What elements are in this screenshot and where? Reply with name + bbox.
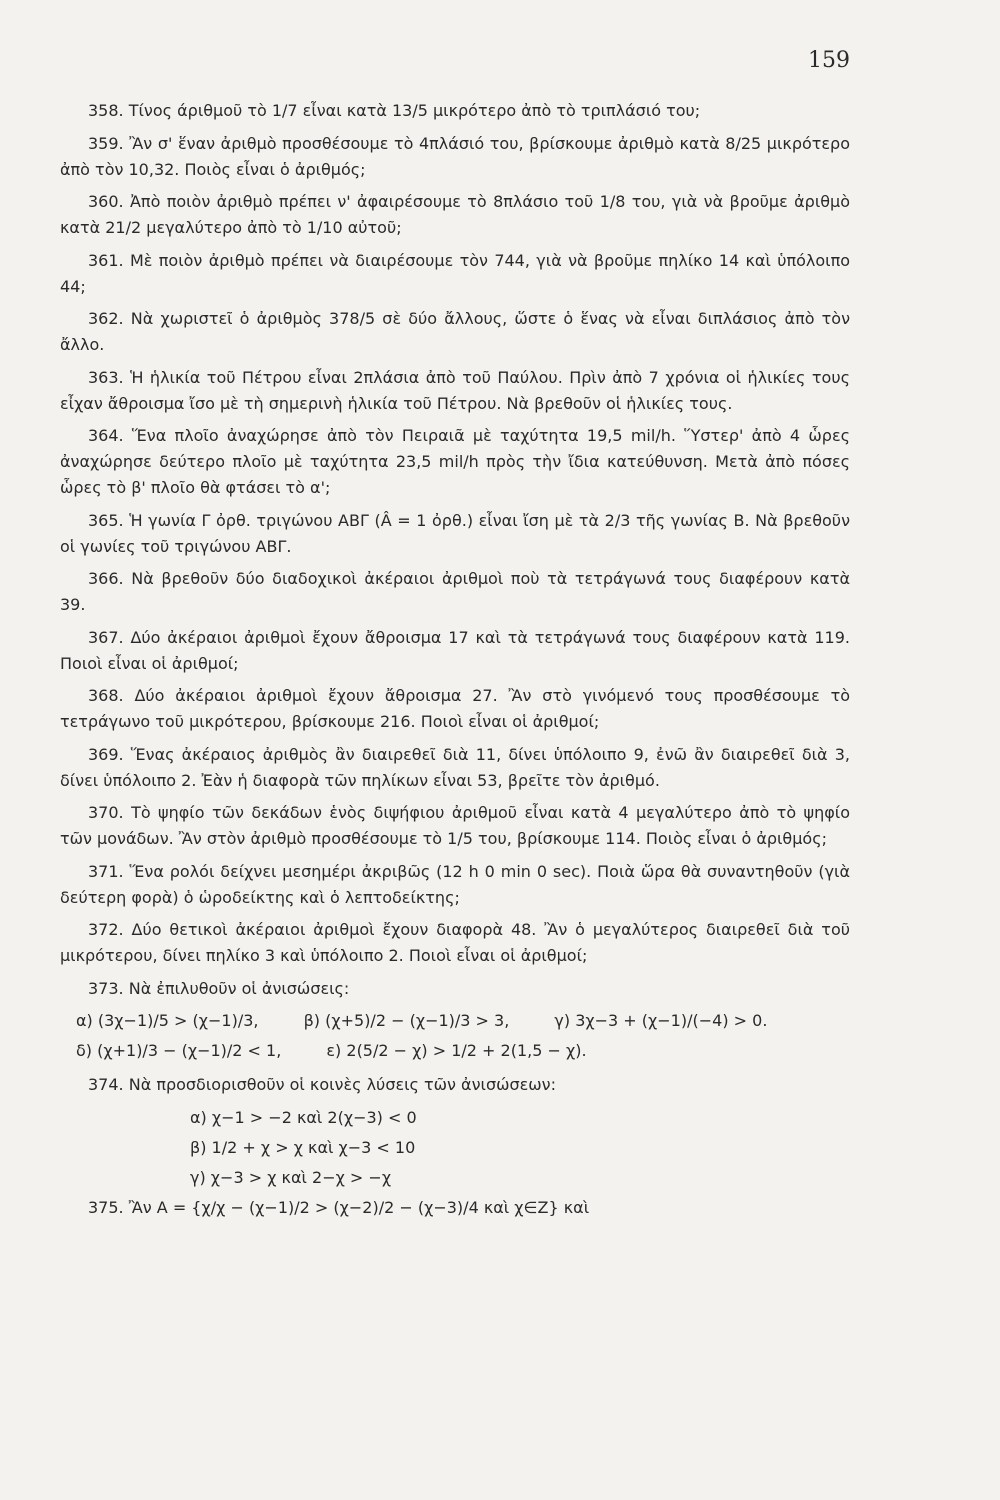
exercise-369: 369. Ἕνας ἀκέραιος ἀριθμὸς ἂν διαιρεθεῖ διὰ 11, δίνει ὑπόλοιπο 9, ἐνῶ ἂν διαιρεθεῖ διὰ 3, δίνει ὑπόλοιπο 2. Ἐὰν ἡ διαφορὰ τῶν πηλίκων εἶναι 53, βρεῖτε τὸν ἀριθμό. bbox=[60, 744, 851, 790]
inequality-g: γ) 3χ−3 + (χ−1)/(−4) > 0. bbox=[554, 1011, 768, 1030]
exercise-360: 360. Ἀπὸ ποιὸν ἀριθμὸ πρέπει ν' ἀφαιρέσουμε τὸ 8πλάσιο τοῦ 1/8 του, γιὰ νὰ βροῦμε ἀριθμὸ κατὰ 21/2 μεγαλύτερο ἀπὸ τὸ 1/10 αὐτοῦ; bbox=[60, 192, 850, 237]
exercise-366: 366. Νὰ βρεθοῦν δύο διαδοχικοὶ ἀκέραιοι ἀριθμοὶ ποὺ τὰ τετράγωνά τους διαφέρουν κατὰ 39. bbox=[60, 569, 850, 614]
exercise-363: 363. Ἡ ἡλικία τοῦ Πέτρου εἶναι 2πλάσια ἀπὸ τοῦ Παύλου. Πρὶν ἀπὸ 7 χρόνια οἱ ἡλικίες τους εἶχαν ἄθροισμα ἴσο μὲ τὴ σημερινὴ ἡλικία τοῦ Πέτρου. Νὰ βρεθοῦν οἱ ἡλικίες τους. bbox=[60, 367, 850, 413]
exercise-362: 362. Νὰ χωριστεῖ ὁ ἀριθμὸς 378/5 σὲ δύο ἄλλους, ὥστε ὁ ἕνας νὰ εἶναι διπλάσιος ἀπὸ τὸν ἄλλο. bbox=[60, 309, 851, 354]
inequality-b: β) (χ+5)/2 − (χ−1)/3 > 3, bbox=[303, 1011, 510, 1030]
system-a: α) χ−1 > −2 καὶ 2(χ−3) < 0 bbox=[190, 1107, 417, 1127]
exercise-371: 371. Ἕνα ρολόι δείχνει μεσημέρι ἀκριβῶς (12 h 0 min 0 sec). Ποιὰ ὥρα θὰ συναντηθοῦν (γιὰ δεύτερη φορὰ) ὁ ὡροδείκτης καὶ ὁ λεπτοδείκτης; bbox=[60, 861, 850, 907]
exercise-375: 375. Ἂν Α = {χ/χ − (χ−1)/2 > (χ−2)/2 − (χ−3)/4 καὶ χ∈Ζ} καὶ bbox=[88, 1197, 590, 1217]
page-number: 159 bbox=[808, 48, 850, 73]
inequalities-row-1 bbox=[60, 1008, 850, 1034]
system-b: β) 1/2 + χ > χ καὶ χ−3 < 10 bbox=[190, 1137, 416, 1157]
exercise-367: 367. Δύο ἀκέραιοι ἀριθμοὶ ἔχουν ἄθροισμα 17 καὶ τὰ τετράγωνά τους διαφέρουν κατὰ 119. Ποιοὶ εἶναι οἱ ἀριθμοί; bbox=[60, 627, 850, 673]
exercise-364: 364. Ἕνα πλοῖο ἀναχώρησε ἀπὸ τὸν Πειραιᾶ μὲ ταχύτητα 19,5 mil/h. Ὕστερ' ἀπὸ 4 ὧρες ἀναχώρησε δεύτερο πλοῖο μὲ ταχύτητα 23,5 mil/h πρὸς τὴν ἴδια κατεύθυνση. Μετὰ ἀπὸ πόσες ὧρες τὸ β' πλοῖο θὰ φτάσει τὸ α'; bbox=[60, 426, 850, 497]
exercise-368: 368. Δύο ἀκέραιοι ἀριθμοὶ ἔχουν ἄθροισμα 27. Ἂν στὸ γινόμενό τους προσθέσουμε τὸ τετράγωνο τοῦ μικρότερου, βρίσκουμε 216. Ποιοὶ εἶναι οἱ ἀριθμοί; bbox=[60, 686, 850, 731]
exercise-358: 358. Τίνος άριθμοῦ τὸ 1/7 εἶναι κατὰ 13/5 μικρότερο ἀπὸ τὸ τριπλάσιό του; bbox=[88, 101, 701, 120]
exercise-374: 374. Νὰ προσδιορισθοῦν οἱ κοινὲς λύσεις τῶν ἀνισώσεων: bbox=[88, 1075, 556, 1094]
exercise-359: 359. Ἂν σ' ἕναν ἀριθμὸ προσθέσουμε τὸ 4πλάσιό του, βρίσκουμε ἀριθμὸ κατὰ 8/25 μικρότερο ἀπὸ τὸν 10,32. Ποιὸς εἶναι ὁ ἀριθμός; bbox=[60, 133, 851, 179]
system-g: γ) χ−3 > χ καὶ 2−χ > −χ bbox=[190, 1167, 392, 1187]
exercise-372: 372. Δύο θετικοὶ ἀκέραιοι ἀριθμοὶ ἔχουν διαφορὰ 48. Ἂν ὁ μεγαλύτερος διαιρεθεῖ διὰ τοῦ μικρότερου, δίνει πηλίκο 3 καὶ ὑπόλοιπο 2. Ποιοὶ εἶναι οἱ ἀριθμοί; bbox=[60, 920, 850, 965]
exercise-373: 373. Νὰ ἐπιλυθοῦν οἱ ἀνισώσεις: bbox=[88, 978, 350, 998]
exercise-365: 365. Ἡ γωνία Γ ὀρθ. τριγώνου ΑΒΓ (Â = 1 ὀρθ.) εἶναι ἴση μὲ τὰ 2/3 τῆς γωνίας Β. Νὰ βρεθοῦν οἱ γωνίες τοῦ τριγώνου ΑΒΓ. bbox=[60, 510, 851, 556]
inequality-d: δ) (χ+1)/3 − (χ−1)/2 < 1, bbox=[76, 1041, 282, 1060]
exercise-361: 361. Μὲ ποιὸν ἀριθμὸ πρέπει νὰ διαιρέσουμε τὸν 744, γιὰ νὰ βροῦμε πηλίκο 14 καὶ ὑπόλοιπο 44; bbox=[60, 250, 850, 296]
inequality-a: α) (3χ−1)/5 > (χ−1)/3, bbox=[76, 1011, 259, 1030]
exercise-list bbox=[60, 98, 850, 1227]
inequality-e: ε) 2(5/2 − χ) > 1/2 + 2(1,5 − χ). bbox=[326, 1041, 587, 1060]
inequalities-row-2 bbox=[60, 1038, 850, 1064]
exercise-370: 370. Τὸ ψηφίο τῶν δεκάδων ἑνὸς διψήφιου ἀριθμοῦ εἶναι κατὰ 4 μεγαλύτερο ἀπὸ τὸ ψηφίο τῶν μονάδων. Ἂν στὸν ἀριθμὸ προσθέσουμε τὸ 1/5 του, βρίσκουμε 114. Ποιὸς εἶναι ὁ ἀριθμός; bbox=[60, 803, 850, 848]
